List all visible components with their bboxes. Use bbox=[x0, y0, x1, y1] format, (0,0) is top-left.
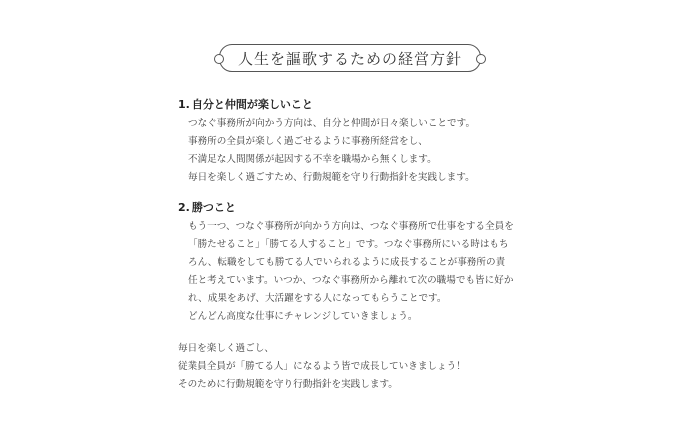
body-line: 事務所の全員が楽しく過ごせるように事務所経営をし、 bbox=[188, 136, 428, 147]
closing-line: そのために行動規範を守り行動指針を実践します。 bbox=[178, 379, 398, 390]
section-2 bbox=[166, 199, 566, 326]
body-line: ろん、転職をしても勝てる人でいられるように成長することが事務所の責 bbox=[188, 257, 506, 268]
badge-ornament-left-icon bbox=[214, 54, 224, 64]
title-area bbox=[0, 44, 700, 72]
body-line: もう一つ、つなぐ事務所が向かう方向は、つなぐ事務所で仕事をする全員を bbox=[188, 221, 514, 232]
body-line: どんどん高度な仕事にチャレンジしていきましょう。 bbox=[188, 311, 418, 322]
body-line: 任と考えています。いつか、つなぐ事務所から離れて次の職場でも皆に好か bbox=[188, 275, 514, 286]
section-body bbox=[188, 115, 566, 187]
title-badge bbox=[219, 44, 481, 72]
body-line: つなぐ事務所が向かう方向は、自分と仲間が日々楽しいことです。 bbox=[188, 118, 476, 129]
closing-line: 従業員全員が「勝てる人」になるよう皆で成長していきましょう！ bbox=[178, 361, 466, 372]
section-title: 自分と仲間が楽しいこと bbox=[191, 98, 313, 111]
page-title: 人生を謳歌するための経営方針 bbox=[237, 49, 462, 68]
closing-line: 毎日を楽しく過ごし、 bbox=[178, 343, 274, 354]
section-title: 勝つこと bbox=[191, 201, 236, 214]
body-line: れ、成果をあげ、大活躍をする人になってもらうことです。 bbox=[188, 293, 447, 304]
section-body bbox=[188, 218, 566, 326]
section-heading bbox=[178, 96, 566, 113]
section-number: 1. bbox=[178, 98, 190, 111]
body-line: 不満足な人間関係が起因する不幸を職場から無くします。 bbox=[188, 154, 437, 165]
section-heading bbox=[178, 199, 566, 216]
body-line: 「勝たせること」「勝てる人すること」です。つなぐ事務所にいる時はもち bbox=[188, 239, 509, 250]
policy-content bbox=[166, 96, 566, 394]
body-line: 毎日を楽しく過ごすため、行動規範を守り行動指針を実践します。 bbox=[188, 172, 475, 183]
section-1 bbox=[166, 96, 566, 187]
section-number: 2. bbox=[178, 201, 190, 214]
closing-message bbox=[178, 340, 566, 394]
badge-ornament-right-icon bbox=[476, 54, 486, 64]
